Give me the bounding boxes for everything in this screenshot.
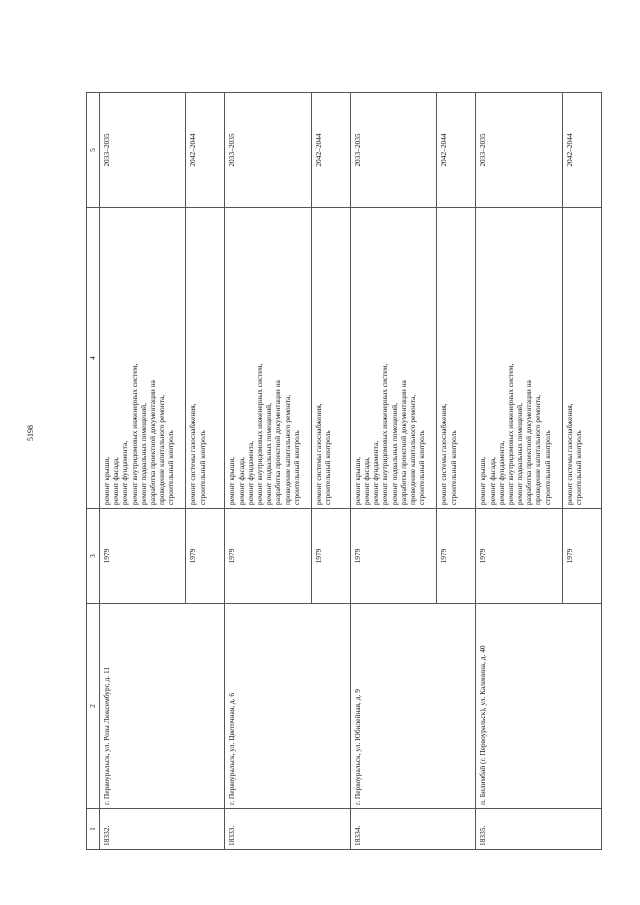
work-item: ремонт фасада,: [236, 457, 246, 505]
works-cell: [100, 208, 186, 509]
period-cell: 2042–2044: [311, 93, 350, 208]
row-number-cell: 18332.: [100, 809, 225, 850]
work-item: строительный контроль: [291, 430, 301, 505]
year-cell: 1979: [225, 509, 311, 604]
work-item: разработка проектной документации на: [524, 380, 534, 505]
work-item: ремонт фасада,: [362, 457, 372, 505]
works-cell: [437, 208, 476, 509]
work-item: ремонт внутридомовых инженерных систем,: [380, 363, 390, 505]
address-cell: г. Первоуральск, ул. Юбилейная, д. 9: [350, 604, 475, 809]
year-cell: 1979: [100, 509, 186, 604]
year-cell: 1979: [350, 509, 436, 604]
work-item: ремонт системы газоснабжения,: [188, 403, 198, 505]
work-item: разработка проектной документации на: [273, 380, 283, 505]
work-item: ремонт внутридомовых инженерных систем,: [255, 363, 264, 505]
works-cell: [476, 208, 562, 509]
repair-schedule-table: [86, 92, 602, 850]
address-cell: г. Первоуральск, ул. Розы Люксембург, д. 11: [100, 604, 225, 809]
column-number: 5: [87, 93, 100, 208]
work-item: строительный контроль: [574, 430, 584, 505]
year-cell: 1979: [437, 509, 476, 604]
period-cell: 2042–2044: [186, 93, 225, 208]
work-item: строительный контроль: [166, 430, 176, 505]
works-cell: [225, 208, 311, 509]
work-item: строительный контроль: [417, 430, 427, 505]
work-item: ремонт внутридомовых инженерных систем,: [505, 363, 515, 505]
work-item: ремонт системы газоснабжения,: [313, 403, 323, 505]
work-item: проведение капитального ремонта,: [282, 394, 292, 505]
work-item: проведение капитального ремонта,: [533, 394, 543, 505]
works-cell: [311, 208, 350, 509]
year-cell: 1979: [476, 509, 562, 604]
work-item: ремонт системы газоснабжения,: [564, 403, 574, 505]
table-row: [350, 93, 436, 850]
work-item: ремонт крыши,: [352, 456, 362, 505]
table-row: [225, 93, 311, 850]
period-cell: 2033–2035: [350, 93, 436, 208]
work-item: ремонт внутридомовых инженерных систем,: [129, 363, 139, 505]
work-item: разработка проектной документации на: [147, 380, 157, 505]
column-number: 2: [87, 604, 100, 809]
address-cell: п. Билимбай (г. Первоуральск), ул. Калинина, д. 40: [476, 604, 602, 809]
work-item: ремонт фундамента,: [120, 440, 130, 505]
column-number: 3: [87, 509, 100, 604]
column-number: 4: [87, 208, 100, 509]
page-number: 5198: [26, 425, 35, 441]
work-item: строительный контроль: [448, 430, 458, 505]
work-item: ремонт подвальных помещений,: [264, 403, 274, 505]
work-item: ремонт фундамента,: [371, 440, 381, 505]
work-item: ремонт крыши,: [227, 456, 237, 505]
work-item: строительный контроль: [323, 430, 333, 505]
column-number-row: [87, 93, 100, 850]
work-item: строительный контроль: [197, 430, 207, 505]
year-cell: 1979: [186, 509, 225, 604]
work-item: ремонт крыши,: [102, 456, 111, 505]
work-item: строительный контроль: [542, 430, 552, 505]
work-item: ремонт фасада,: [111, 457, 121, 505]
year-cell: 1979: [562, 509, 601, 604]
row-number-cell: 18334.: [350, 809, 475, 850]
row-number-cell: 18335.: [476, 809, 602, 850]
work-item: ремонт подвальных помещений,: [389, 403, 399, 505]
works-cell: [350, 208, 436, 509]
year-cell: 1979: [311, 509, 350, 604]
work-item: ремонт подвальных помещений,: [515, 403, 525, 505]
row-number-cell: 18333.: [225, 809, 350, 850]
work-item: ремонт фасада,: [487, 457, 497, 505]
work-item: проведение капитального ремонта,: [408, 394, 417, 505]
column-number: 1: [87, 809, 100, 850]
table-row: [476, 93, 562, 850]
work-item: ремонт системы газоснабжения,: [439, 403, 449, 505]
period-cell: 2033–2035: [225, 93, 311, 208]
address-cell: г. Первоуральск, ул. Цветочная, д. 6: [225, 604, 350, 809]
period-cell: 2042–2044: [562, 93, 601, 208]
period-cell: 2042–2044: [437, 93, 476, 208]
works-cell: [562, 208, 601, 509]
table-row: [100, 93, 186, 850]
work-item: разработка проектной документации на: [398, 380, 408, 505]
work-item: проведение капитального ремонта,: [157, 394, 167, 505]
work-item: ремонт фундамента,: [245, 440, 255, 505]
period-cell: 2033–2035: [476, 93, 562, 208]
work-item: ремонт крыши,: [478, 456, 488, 505]
table-body: [100, 93, 602, 850]
work-item: ремонт подвальных помещений,: [138, 403, 148, 505]
works-cell: [186, 208, 225, 509]
table-container: [86, 93, 602, 850]
work-item: ремонт фундамента,: [496, 440, 506, 505]
period-cell: 2033–2035: [100, 93, 186, 208]
